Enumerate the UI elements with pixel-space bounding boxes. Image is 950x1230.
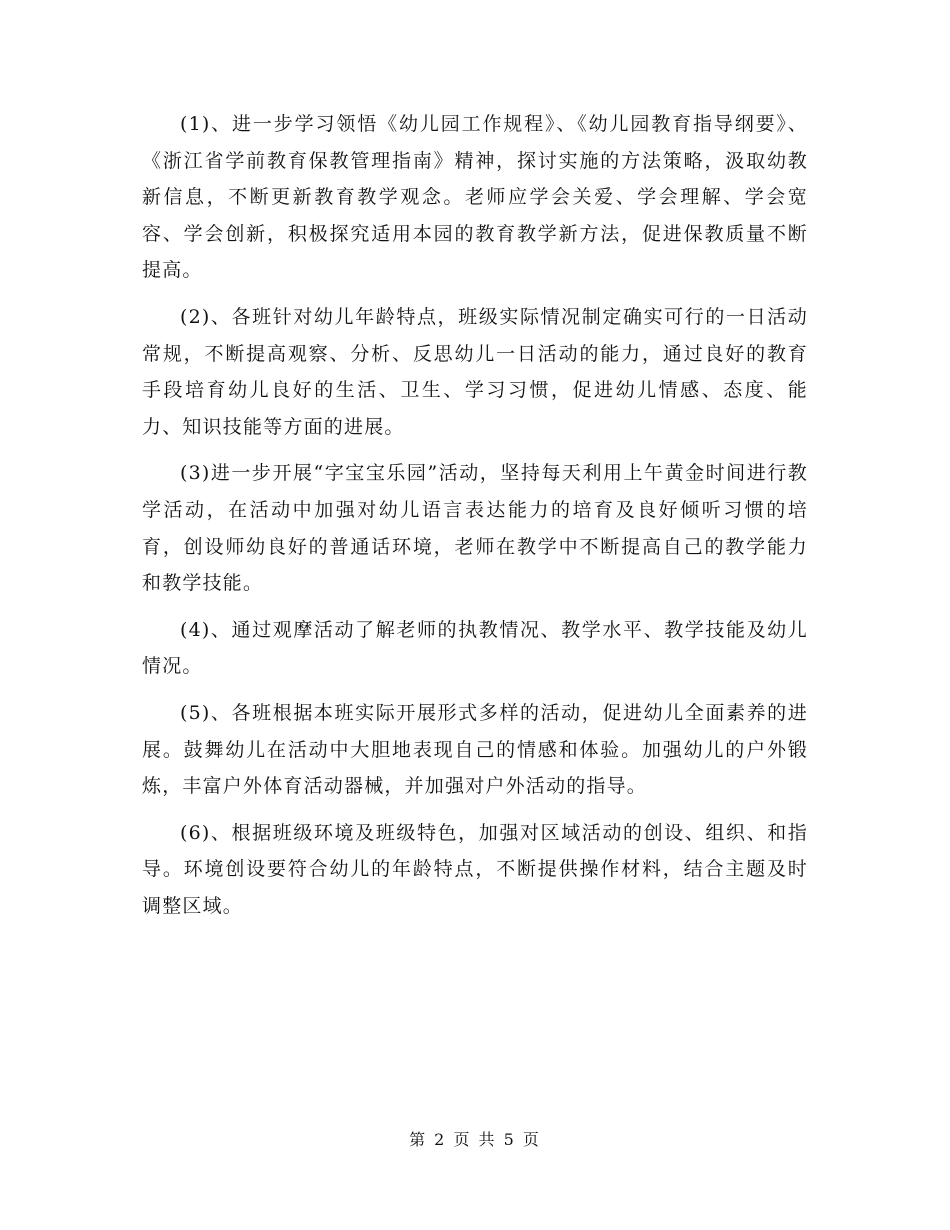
page-number-footer: 第 2 页 共 5 页	[409, 1130, 541, 1149]
paragraph-5: (5)、各班根据本班实际开展形式多样的活动，促进幼儿全面素养的进展。鼓舞幼儿在活动中大胆地表现自己的情感和体验。加强幼儿的户外锻炼，丰富户外体育活动器械，并加强对户外活动的指导。	[142, 701, 808, 798]
paragraph-3: (3)进一步开展“字宝宝乐园”活动，坚持每天利用上午黄金时间进行教学活动，在活动中加强对幼儿语言表达能力的培育及良好倾听习惯的培育，创设师幼良好的普通话环境，老师在教学中不断提高自己的教学能力和教学技能。	[142, 462, 808, 595]
paragraph-4: (4)、通过观摩活动了解老师的执教情况、教学水平、教学技能及幼儿情况。	[142, 618, 808, 678]
paragraph-2: (2)、各班针对幼儿年龄特点，班级实际情况制定确实可行的一日活动常规，不断提高观察、分析、反思幼儿一日活动的能力，通过良好的教育手段培育幼儿良好的生活、卫生、学习习惯，促进幼儿情感、态度、能力、知识技能等方面的进展。	[142, 305, 808, 438]
paragraph-6: (6)、根据班级环境及班级特色，加强对区域活动的创设、组织、和指导。环境创设要符合幼儿的年龄特点，不断提供操作材料，结合主题及时调整区域。	[142, 821, 808, 917]
paragraph-1: (1)、进一步学习领悟《幼儿园工作规程》、《幼儿园教育指导纲要》、《浙江省学前教育保教管理指南》精神，探讨实施的方法策略，汲取幼教新信息，不断更新教育教学观念。老师应学会关爱、学会理解、学会宽容、学会创新，积极探究适用本园的教育教学新方法，促进保教质量不断提高。	[142, 113, 808, 282]
document-body	[142, 106, 808, 934]
